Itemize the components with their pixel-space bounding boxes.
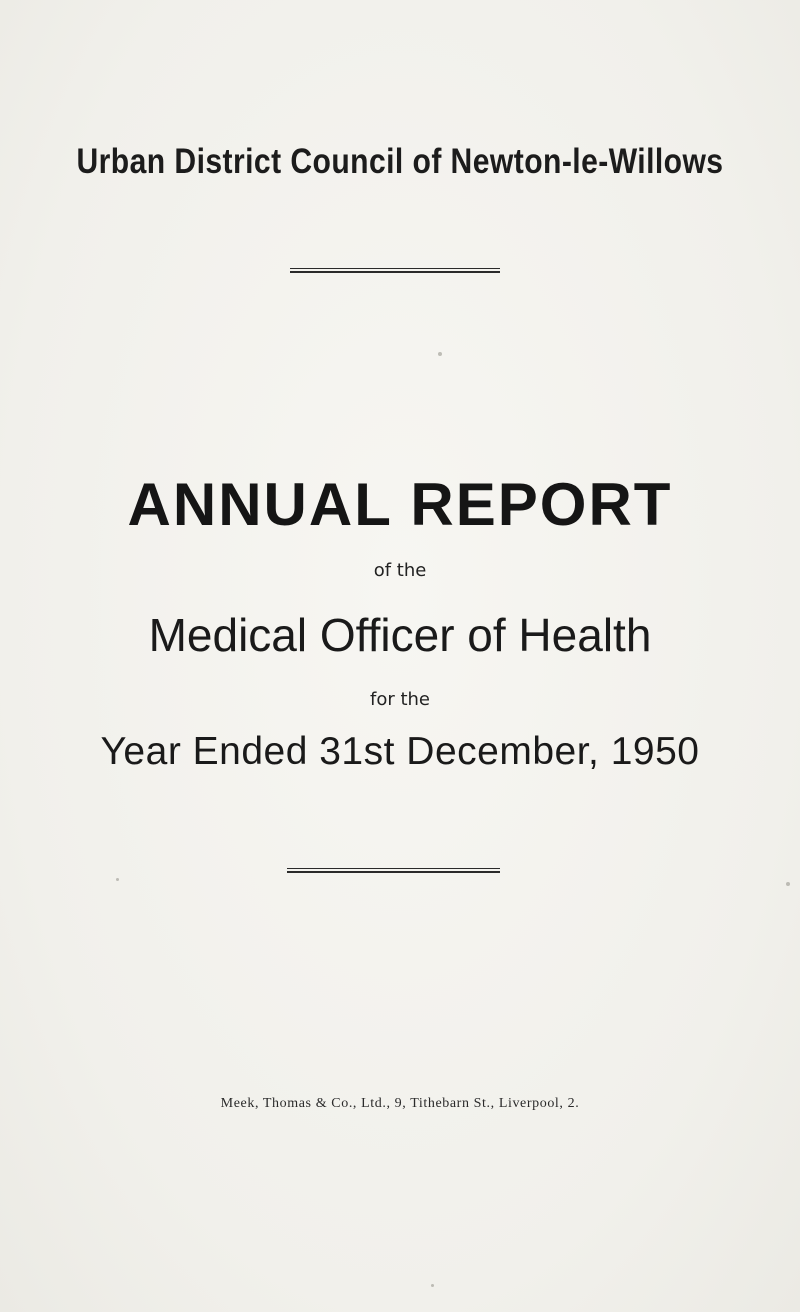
report-subject: Medical Officer of Health	[148, 609, 652, 661]
paper-speck	[438, 352, 442, 356]
report-period: Year Ended 31st December, 1950	[100, 730, 700, 773]
paper-speck	[431, 1284, 434, 1287]
printer-imprint: Meek, Thomas & Co., Ltd., 9, Tithebarn St., Liverpool, 2.	[220, 1096, 580, 1111]
for-the-text: for the	[369, 689, 430, 710]
council-name: Urban District Council of Newton-le-Willows	[76, 142, 724, 181]
paper-speck	[116, 878, 119, 881]
bottom-double-rule	[287, 868, 500, 873]
bottom-rule-thick-line	[287, 871, 500, 873]
top-rule-thick-line	[290, 271, 500, 273]
bottom-rule-thin-line	[287, 868, 500, 869]
top-double-rule	[290, 268, 500, 273]
paper-speck	[786, 882, 790, 886]
report-title: ANNUAL REPORT	[127, 471, 673, 538]
top-rule-thin-line	[290, 268, 500, 269]
of-the-text: of the	[373, 560, 427, 581]
